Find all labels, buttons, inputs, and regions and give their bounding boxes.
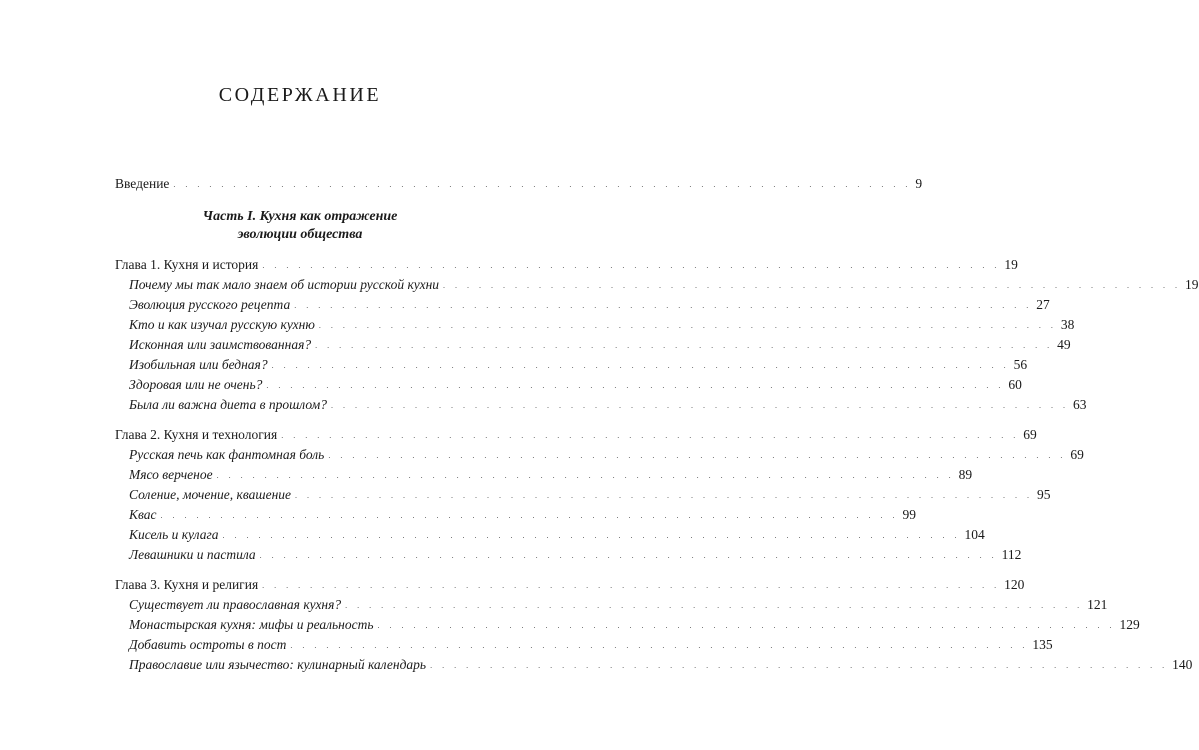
toc-entry-page: 95 bbox=[1037, 487, 1051, 502]
toc-entry-page: 63 bbox=[1072, 397, 1087, 412]
toc-entry-label: Добавить остроты в пост bbox=[129, 637, 287, 652]
dot-leader: . . . . . . . . . . . . . . . . . . . . . . . . . . . . . . . . . . . . . . . . . . . . . . . . . . . . . . . . . . . . . . bbox=[222, 531, 961, 540]
toc-section-entry[interactable] bbox=[115, 375, 1022, 395]
toc-section-entry[interactable] bbox=[115, 655, 1193, 675]
dot-leader: . . . . . . . . . . . . . . . . . . . . . . . . . . . . . . . . . . . . . . . . . . . . . . . . . . . . . . . . . . . . . . bbox=[318, 321, 1057, 330]
toc-entry-label: Здоровая или не очень? bbox=[129, 377, 263, 392]
dot-leader: . . . . . . . . . . . . . . . . . . . . . . . . . . . . . . . . . . . . . . . . . . . . . . . . . . . . . . . . . . . . . . bbox=[262, 581, 1001, 590]
toc-entry-page: 89 bbox=[958, 467, 973, 482]
toc-section-entry[interactable] bbox=[115, 505, 916, 525]
dot-leader: . . . . . . . . . . . . . . . . . . . . . . . . . . . . . . . . . . . . . . . . . . . . . . . . . . . . . . . . . . . . . . bbox=[430, 661, 1169, 670]
toc-entry-page: 60 bbox=[1008, 377, 1022, 392]
chapter-spacer bbox=[115, 565, 485, 575]
toc-entry-label: Глава 2. Кухня и технология bbox=[115, 427, 278, 442]
toc-entry-label: Глава 1. Кухня и история bbox=[115, 257, 259, 272]
part-heading bbox=[115, 208, 485, 244]
dot-leader: . . . . . . . . . . . . . . . . . . . . . . . . . . . . . . . . . . . . . . . . . . . . . . . . . . . . . . . . . . . . . . bbox=[328, 451, 1067, 460]
dot-leader: . . . . . . . . . . . . . . . . . . . . . . . . . . . . . . . . . . . . . . . . . . . . . . . . . . . . . . . . . . . . . . bbox=[160, 511, 899, 520]
toc-section-entry[interactable] bbox=[115, 595, 1108, 615]
toc-entry-page: 120 bbox=[1004, 577, 1025, 592]
dot-leader: . . . . . . . . . . . . . . . . . . . . . . . . . . . . . . . . . . . . . . . . . . . . . . . . . . . . . . . . . . . . . . bbox=[271, 361, 1010, 370]
part-heading-line: Часть I. Кухня как отражение bbox=[202, 209, 398, 224]
toc-section-entry[interactable] bbox=[115, 295, 1050, 315]
dot-leader: . . . . . . . . . . . . . . . . . . . . . . . . . . . . . . . . . . . . . . . . . . . . . . . . . . . . . . . . . . . . . . bbox=[330, 401, 1069, 410]
toc-entry-page: 121 bbox=[1087, 597, 1108, 612]
toc-entry-page: 38 bbox=[1060, 317, 1075, 332]
toc-section-entry[interactable] bbox=[115, 545, 1022, 565]
toc-entry-label: Была ли важна диета в прошлом? bbox=[129, 397, 327, 412]
toc-entry-page: 19 bbox=[1004, 257, 1018, 272]
chapters-list bbox=[115, 255, 1199, 675]
toc-entry-label: Изобильная или бедная? bbox=[129, 357, 268, 372]
toc-entry-page: 140 bbox=[1172, 657, 1193, 672]
toc-section-entry[interactable] bbox=[115, 615, 1140, 635]
toc-section-entry[interactable] bbox=[115, 395, 1087, 415]
toc-chapter-entry[interactable] bbox=[115, 255, 1018, 275]
toc-section-entry[interactable] bbox=[115, 335, 1071, 355]
toc-entry-label: Почему мы так мало знаем об истории русской кухни bbox=[129, 277, 440, 292]
chapter-spacer bbox=[115, 415, 485, 425]
dot-leader: . . . . . . . . . . . . . . . . . . . . . . . . . . . . . . . . . . . . . . . . . . . . . . . . . . . . . . . . . . . . . . bbox=[295, 491, 1034, 500]
toc-entry-page: 19 bbox=[1185, 277, 1199, 292]
toc-entry-label: Кисель и кулага bbox=[129, 527, 219, 542]
toc-entry-label: Квас bbox=[129, 507, 157, 522]
toc-chapter-entry[interactable] bbox=[115, 575, 1025, 595]
toc-entry-page: 69 bbox=[1070, 447, 1084, 462]
dot-leader: . . . . . . . . . . . . . . . . . . . . . . . . . . . . . . . . . . . . . . . . . . . . . . . . . . . . . . . . . . . . . . bbox=[443, 281, 1182, 290]
toc-entry-page: 135 bbox=[1032, 637, 1053, 652]
toc-section-entry[interactable] bbox=[115, 315, 1075, 335]
toc-entry-label: Эволюция русского рецепта bbox=[129, 297, 291, 312]
toc-entry-label: Существует ли православная кухня? bbox=[129, 597, 342, 612]
toc-section-entry[interactable] bbox=[115, 485, 1051, 505]
toc-entry-label: Исконная или заимствованная? bbox=[129, 337, 312, 352]
toc-entry-page: 129 bbox=[1119, 617, 1140, 632]
toc-section-entry[interactable] bbox=[115, 355, 1028, 375]
toc-entry-label: Кто и как изучал русскую кухню bbox=[129, 317, 315, 332]
toc-entry-label: Соление, мочение, квашение bbox=[129, 487, 292, 502]
toc-section-entry[interactable] bbox=[115, 445, 1084, 465]
toc-entry-page: 112 bbox=[1001, 547, 1022, 562]
part-heading-line: эволюции общества bbox=[237, 227, 363, 242]
toc-entry-page: 9 bbox=[915, 176, 923, 191]
toc-entry-label: Мясо верченое bbox=[129, 467, 213, 482]
dot-leader: . . . . . . . . . . . . . . . . . . . . . . . . . . . . . . . . . . . . . . . . . . . . . . . . . . . . . . . . . . . . . . bbox=[216, 471, 955, 480]
toc-entry-page: 99 bbox=[902, 507, 916, 522]
dot-leader: . . . . . . . . . . . . . . . . . . . . . . . . . . . . . . . . . . . . . . . . . . . . . . . . . . . . . . . . . . . . . . bbox=[266, 381, 1005, 390]
dot-leader: . . . . . . . . . . . . . . . . . . . . . . . . . . . . . . . . . . . . . . . . . . . . . . . . . . . . . . . . . . . . . . bbox=[377, 621, 1116, 630]
dot-leader: . . . . . . . . . . . . . . . . . . . . . . . . . . . . . . . . . . . . . . . . . . . . . . . . . . . . . . . . . . . . . . bbox=[173, 180, 912, 189]
dot-leader: . . . . . . . . . . . . . . . . . . . . . . . . . . . . . . . . . . . . . . . . . . . . . . . . . . . . . . . . . . . . . . bbox=[290, 641, 1029, 650]
toc-entry-label: Введение bbox=[115, 176, 170, 191]
toc-entry-page: 27 bbox=[1036, 297, 1050, 312]
dot-leader: . . . . . . . . . . . . . . . . . . . . . . . . . . . . . . . . . . . . . . . . . . . . . . . . . . . . . . . . . . . . . . bbox=[281, 431, 1020, 440]
toc-entry-label: Русская печь как фантомная боль bbox=[129, 447, 325, 462]
page-title: СОДЕРЖАНИЕ bbox=[218, 84, 382, 106]
toc-entry-page: 69 bbox=[1023, 427, 1037, 442]
toc-section-entry[interactable] bbox=[115, 275, 1199, 295]
toc-section-entry[interactable] bbox=[115, 465, 973, 485]
toc-entry-page: 49 bbox=[1057, 337, 1071, 352]
dot-leader: . . . . . . . . . . . . . . . . . . . . . . . . . . . . . . . . . . . . . . . . . . . . . . . . . . . . . . . . . . . . . . bbox=[294, 301, 1033, 310]
toc-entry-page: 104 bbox=[964, 527, 985, 542]
toc-entry-page: 56 bbox=[1013, 357, 1028, 372]
toc-entry-label: Монастырская кухня: мифы и реальность bbox=[129, 617, 374, 632]
dot-leader: . . . . . . . . . . . . . . . . . . . . . . . . . . . . . . . . . . . . . . . . . . . . . . . . . . . . . . . . . . . . . . bbox=[259, 551, 998, 560]
dot-leader: . . . . . . . . . . . . . . . . . . . . . . . . . . . . . . . . . . . . . . . . . . . . . . . . . . . . . . . . . . . . . . bbox=[315, 341, 1054, 350]
toc-chapter-entry[interactable] bbox=[115, 425, 1037, 445]
toc-entry-intro[interactable] bbox=[115, 174, 923, 194]
toc-entry-label: Глава 3. Кухня и религия bbox=[115, 577, 259, 592]
toc-section-entry[interactable] bbox=[115, 525, 985, 545]
toc-entry-label: Левашники и пастила bbox=[129, 547, 256, 562]
toc-entry-label: Православие или язычество: кулинарный календарь bbox=[129, 657, 427, 672]
dot-leader: . . . . . . . . . . . . . . . . . . . . . . . . . . . . . . . . . . . . . . . . . . . . . . . . . . . . . . . . . . . . . . bbox=[262, 261, 1001, 270]
toc-section-entry[interactable] bbox=[115, 635, 1053, 655]
dot-leader: . . . . . . . . . . . . . . . . . . . . . . . . . . . . . . . . . . . . . . . . . . . . . . . . . . . . . . . . . . . . . . bbox=[345, 601, 1084, 610]
table-of-contents bbox=[115, 174, 1199, 675]
